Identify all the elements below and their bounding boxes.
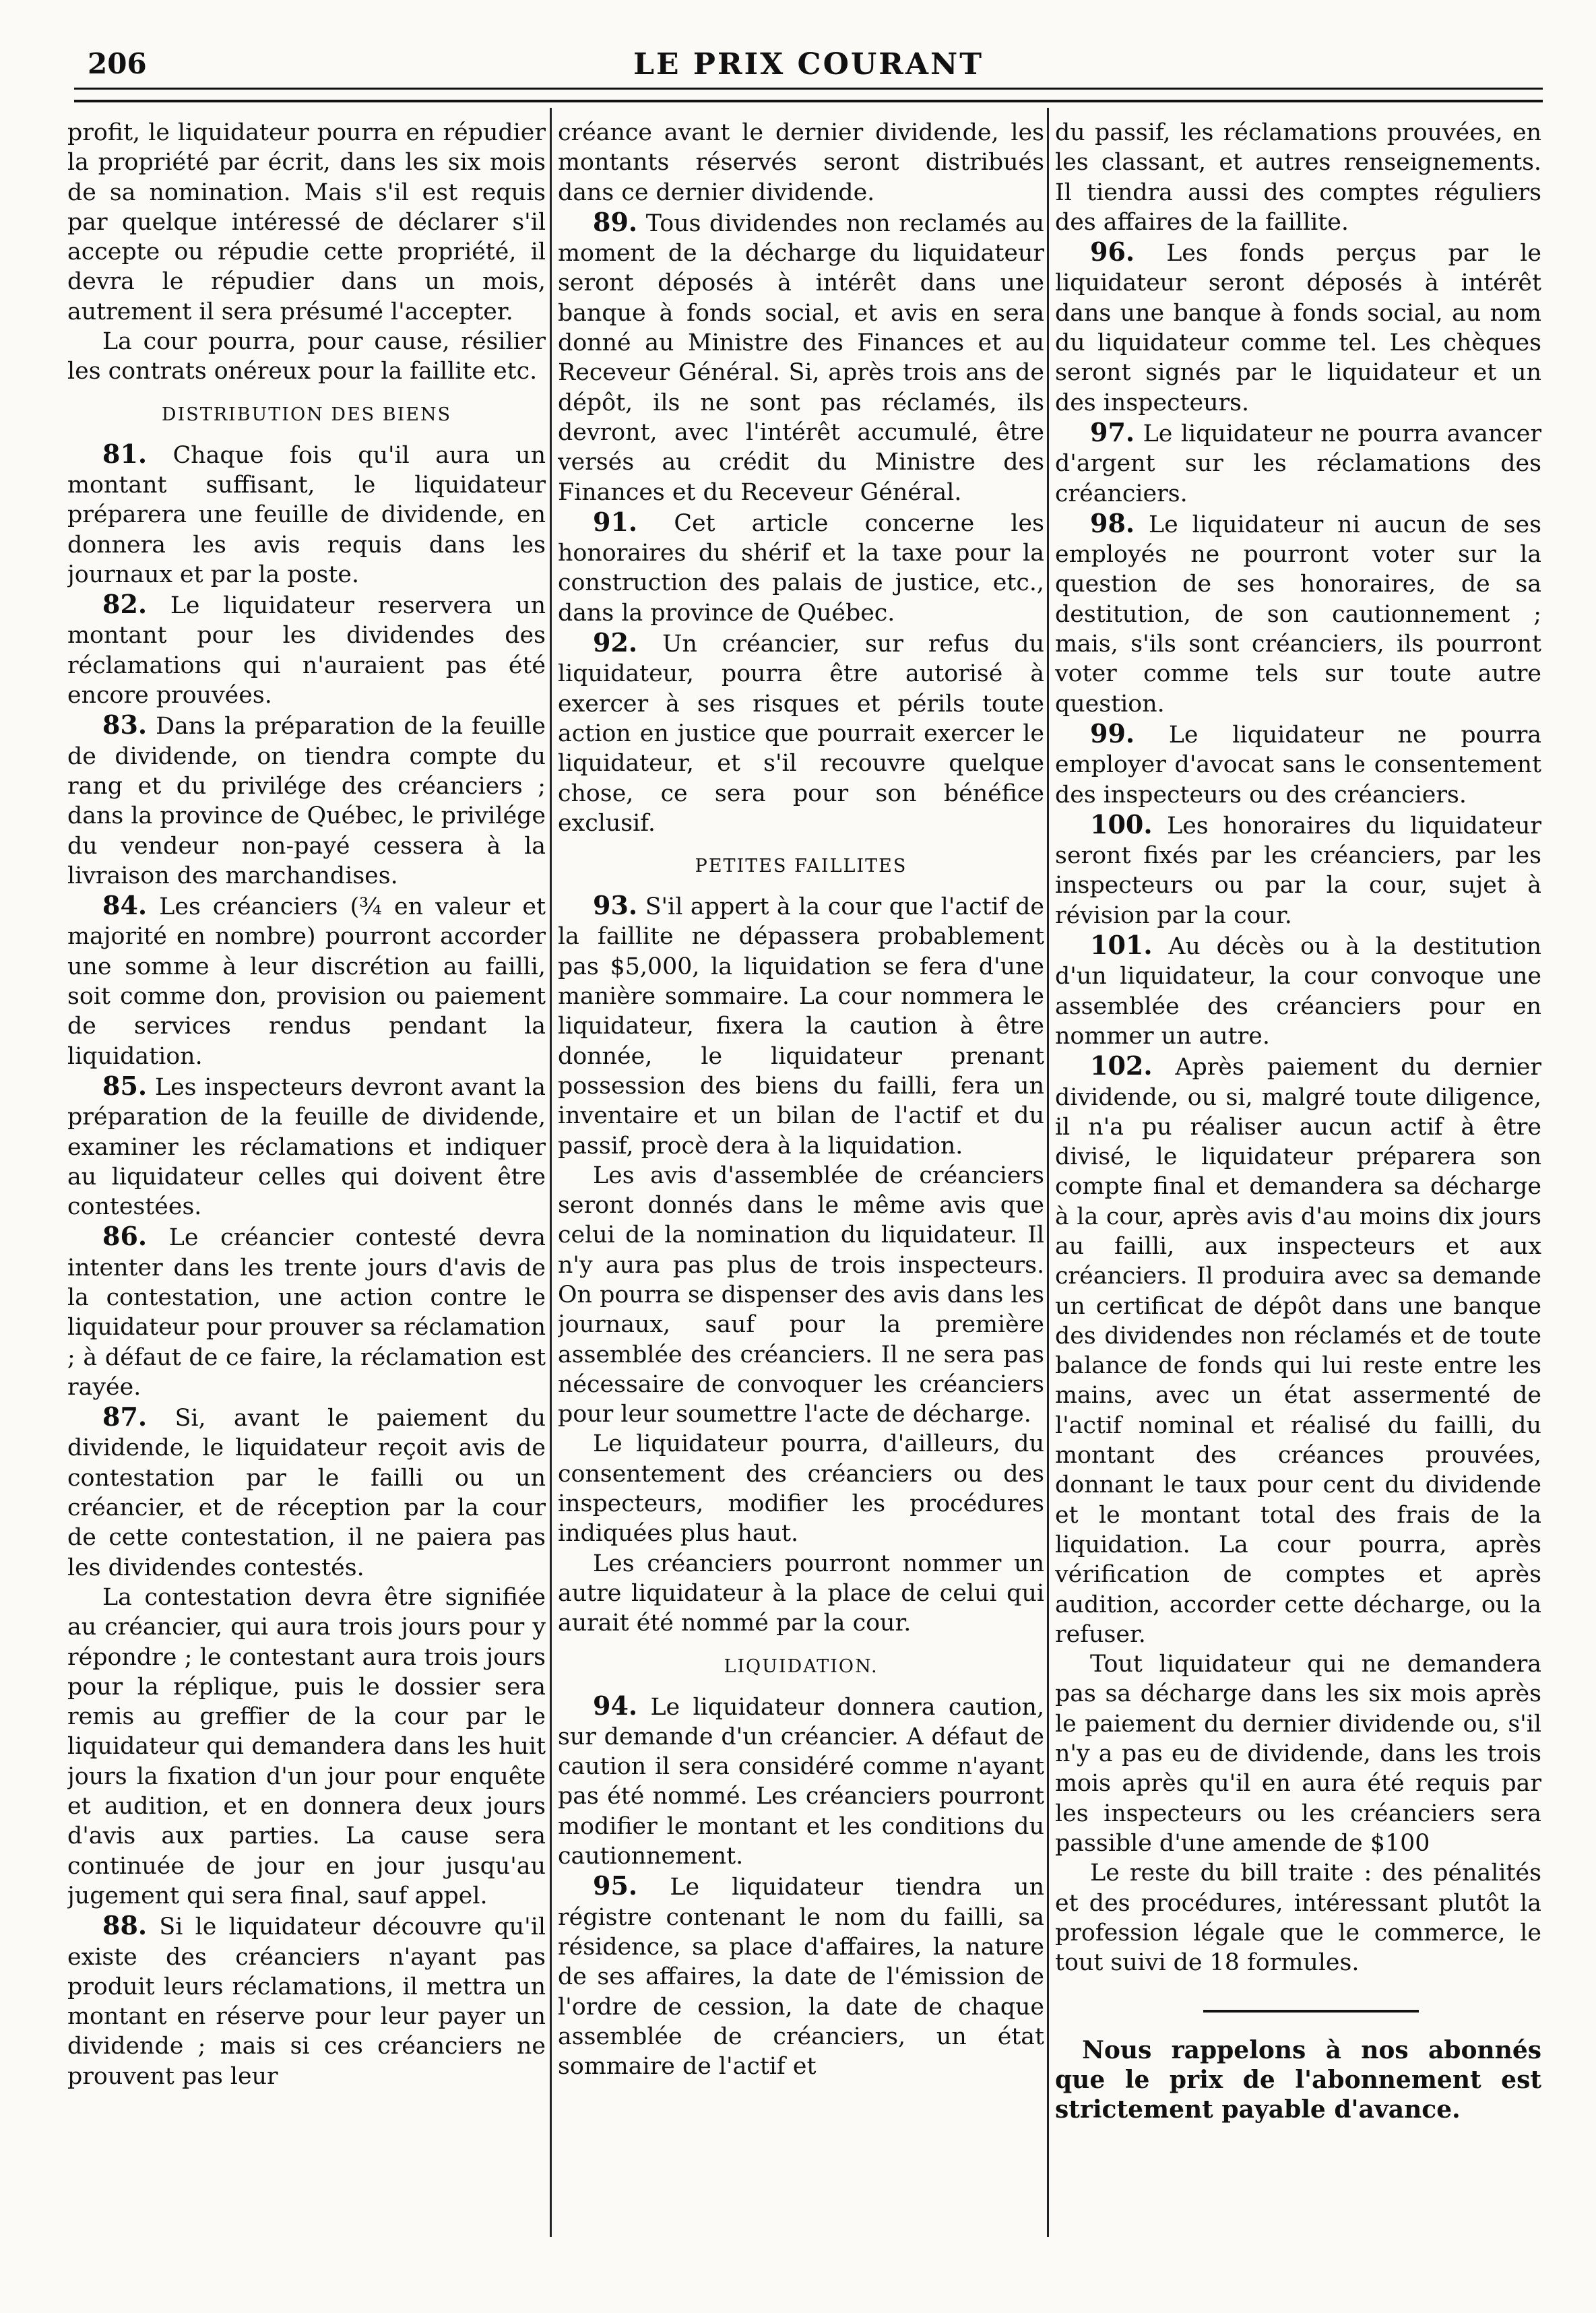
article-number: 94. bbox=[593, 1690, 638, 1721]
article-text: Au décès ou à la destitution d'un liquidateur, la cour convoque une assemblée des créanciers pour en nommer un autre. bbox=[1055, 933, 1541, 1050]
article-text: Le liquidateur ne pourra avancer d'argent sur les réclamations des créanciers. bbox=[1055, 420, 1541, 507]
article-82 bbox=[67, 590, 546, 710]
article-text: Le créancier contesté devra intenter dans les trente jours d'avis de la contestation, une action contre le liquidateur pour prouver sa réclamation ; à défaut de ce faire, la réclamation est rayée. bbox=[67, 1224, 546, 1401]
section-heading: DISTRIBUTION DES BIENS bbox=[161, 404, 452, 425]
article-98 bbox=[1055, 509, 1541, 719]
article-84 bbox=[67, 891, 546, 1071]
paragraph: La cour pourra, pour cause, résilier les contrats onéreux pour la faillite etc. bbox=[67, 328, 546, 385]
article-number: 96. bbox=[1090, 236, 1135, 267]
article-number: 82. bbox=[102, 589, 148, 620]
article-text: Les fonds perçus par le liquidateur seront déposés à intérêt dans une banque à fonds social, au nom du liquidateur comme tel. Les chèques seront signés par le liquidateur et un des inspecteurs. bbox=[1055, 240, 1541, 416]
article-number: 100. bbox=[1090, 809, 1153, 839]
paragraph: Le reste du bill traite : des pénalités et des procédures, intéressant plutôt la profession légale que le commerce, le tout suivi de 18 formules. bbox=[1055, 1860, 1541, 1977]
article-number: 91. bbox=[593, 506, 638, 537]
article-number: 102. bbox=[1090, 1050, 1153, 1081]
column-separator bbox=[1047, 108, 1049, 2237]
notice-divider bbox=[1203, 2010, 1419, 2013]
article-number: 93. bbox=[593, 890, 638, 921]
article-text: Cet article concerne les honoraires du shérif et la taxe pour la construction des palais de justice, etc., dans la province de Québec. bbox=[558, 509, 1044, 627]
article-text: Un créancier, sur refus du liquidateur, pourra être autorisé à exercer à ses risques et périls toute action en justice que pourrait exercer le liquidateur, et s'il recouvre quelque chose, ce sera pour son bénéfice exclusif. bbox=[558, 631, 1044, 837]
page-number: 206 bbox=[88, 47, 147, 80]
paragraph: La contestation devra être signifiée au créancier, qui aura trois jours pour y répondre ; le contestant aura trois jours pour la réplique, puis le dossier sera remis au greffier de la cour par le liquidateur qui demandera dans les huit jours la fixation d'un jour pour enquête et audition, et en donnera deux jours d'avis aux parties. La cause sera continuée de jour en jour jusqu'au jugement qui sera final, sauf appel. bbox=[67, 1583, 546, 1909]
article-number: 97. bbox=[1090, 416, 1135, 447]
article-92 bbox=[558, 628, 1044, 838]
column-1 bbox=[67, 118, 546, 2240]
article-number: 99. bbox=[1090, 718, 1135, 749]
article-87 bbox=[67, 1402, 546, 1583]
article-text: Les inspecteurs devront avant la préparation de la feuille de dividende, examiner les réclamations et indiquer au liquidateur celles qui doivent être contestées. bbox=[67, 1073, 546, 1221]
article-text: Après paiement du dernier dividende, ou si, malgré toute diligence, il n'a pu réaliser aucun actif à être divisé, le liquidateur préparera son compte final et demandera sa décharge à la cour, après avis d'au moins dix jours au failli, aux inspecteurs et aux créanciers. Il produira avec sa demande un certificat de dépôt dans une banque des dividendes non réclamés et de toute balance de fonds qui lui reste entre les mains, avec un état assermenté de l'actif nominal et réalisé du failli, du montant des créances prouvées, donnant le taux pour cent du dividende et le montant total des frais de la liquidation. La cour pourra, après vérification de comptes et après audition, accorder cette décharge, ou la refuser. bbox=[1055, 1054, 1541, 1648]
article-text: Le liquidateur tiendra un régistre contenant le nom du failli, sa résidence, sa place d'affaires, la nature de ses affaires, la date de l'émission de l'ordre de cession, la date de chaque assemblée de créanciers, un état sommaire de l'actif et bbox=[558, 1874, 1044, 2081]
paragraph: Les créanciers pourront nommer un autre liquidateur à la place de celui qui aurait été nommé par la cour. bbox=[558, 1550, 1044, 1637]
article-96 bbox=[1055, 237, 1541, 418]
article-88 bbox=[67, 1911, 546, 2091]
article-text: Le liquidateur donnera caution, sur demande d'un créancier. A défaut de caution il sera considéré comme n'ayant pas été nommé. Les créanciers pourront modifier le montant et les conditions du cautionnement. bbox=[558, 1693, 1044, 1870]
section-heading: PETITES FAILLITES bbox=[695, 856, 907, 877]
article-text: Le liquidateur reservera un montant pour les dividendes des réclamations qui n'auraient pas été encore prouvées. bbox=[67, 592, 546, 709]
header-rule-bottom bbox=[74, 100, 1543, 102]
article-94 bbox=[558, 1691, 1044, 1872]
page-header bbox=[67, 40, 1550, 94]
article-100 bbox=[1055, 810, 1541, 930]
article-93 bbox=[558, 891, 1044, 1161]
column-2 bbox=[558, 118, 1044, 2240]
article-number: 81. bbox=[102, 438, 148, 469]
article-86 bbox=[67, 1222, 546, 1402]
article-89 bbox=[558, 208, 1044, 507]
article-95 bbox=[558, 1871, 1044, 2081]
paragraph: profit, le liquidateur pourra en répudier la propriété par écrit, dans les six mois de sa nomination. Mais s'il est requis par quelque intéressé de déclarer s'il accepte ou répudie cette propriété, il devra le répudier dans un mois, autrement il sera présumé l'accepter. bbox=[67, 119, 546, 325]
article-text: Si le liquidateur découvre qu'il existe des créanciers n'ayant pas produit leurs réclamations, il mettra un montant en réserve pour leur payer un dividende ; mais si ces créanciers ne prouvent pas leur bbox=[67, 1913, 546, 2090]
article-text: S'il appert à la cour que l'actif de la faillite ne dépassera probablement pas $5,000, la liquidation se fera d'une manière sommaire. La cour nommera le liquidateur, fixera la caution à être donnée, le liquidateur prenant possession des biens du failli, fera un inventaire et un bilan de l'actif et du passif, procè dera à la liquidation. bbox=[558, 893, 1044, 1160]
column-separator bbox=[550, 108, 552, 2237]
article-number: 83. bbox=[102, 709, 148, 740]
article-85 bbox=[67, 1071, 546, 1222]
article-text: Les créanciers (¾ en valeur et majorité en nombre) pourront accorder une somme à leur discrétion au failli, soit comme don, provision ou paiement de services rendus pendant la liquidation. bbox=[67, 893, 546, 1070]
article-text: Chaque fois qu'il aura un montant suffisant, le liquidateur préparera une feuille de dividende, en donnera les avis requis dans les journaux et par la poste. bbox=[67, 441, 546, 588]
subscription-notice: Nous rappelons à nos abonnés que le prix de l'abonnement est strictement payable d'avance. bbox=[1055, 2036, 1541, 2124]
article-91 bbox=[558, 507, 1044, 628]
article-number: 88. bbox=[102, 1910, 148, 1941]
column-3 bbox=[1055, 118, 1541, 2240]
paragraph: créance avant le dernier dividende, les montants réservés seront distribués dans ce dernier dividende. bbox=[558, 119, 1044, 206]
paragraph: Tout liquidateur qui ne demandera pas sa décharge dans les six mois après le paiement du dernier dividende ou, s'il n'y a pas eu de dividende, dans les trois mois après qu'il en aura été requis par les inspecteurs ou les créanciers sera passible d'une amende de $100 bbox=[1055, 1651, 1541, 1857]
paragraph: du passif, les réclamations prouvées, en les classant, et autres renseignements. Il tiendra aussi des comptes réguliers des affaires de la faillite. bbox=[1055, 119, 1541, 236]
article-97 bbox=[1055, 418, 1541, 509]
paragraph: Le liquidateur pourra, d'ailleurs, du consentement des créanciers ou des inspecteurs, modifier les procédures indiquées plus haut. bbox=[558, 1430, 1044, 1548]
article-number: 86. bbox=[102, 1221, 148, 1252]
article-text: Le liquidateur ne pourra employer d'avocat sans le consentement des inspecteurs ou des créanciers. bbox=[1055, 721, 1541, 809]
article-number: 89. bbox=[593, 206, 638, 237]
article-101 bbox=[1055, 930, 1541, 1051]
article-number: 87. bbox=[102, 1401, 148, 1432]
article-number: 98. bbox=[1090, 507, 1135, 538]
article-text: Le liquidateur ni aucun de ses employés ne pourront voter sur la question de ses honoraires, de sa destitution, de son cautionnement ; mais, s'ils sont créanciers, ils pourront voter comme tels sur toute autre question. bbox=[1055, 511, 1541, 718]
article-text: Les honoraires du liquidateur seront fixés par les créanciers, par les inspecteurs ou par la cour, sujet à révision par la cour. bbox=[1055, 812, 1541, 929]
article-102 bbox=[1055, 1051, 1541, 1649]
article-99 bbox=[1055, 719, 1541, 810]
header-rule-top bbox=[74, 88, 1543, 90]
section-heading: LIQUIDATION. bbox=[724, 1655, 879, 1677]
article-number: 95. bbox=[593, 1870, 638, 1901]
article-number: 101. bbox=[1090, 930, 1153, 961]
article-83 bbox=[67, 710, 546, 891]
article-number: 85. bbox=[102, 1070, 148, 1101]
article-number: 84. bbox=[102, 890, 148, 921]
article-text: Si, avant le paiement du dividende, le liquidateur reçoit avis de contestation par le failli ou un créancier, et de réception par la cour de cette contestation, il ne paiera pas les dividendes contestés. bbox=[67, 1405, 546, 1581]
article-text: Dans la préparation de la feuille de dividende, on tiendra compte du rang et du privilége des créanciers ; dans la province de Québec, le privilége du vendeur non-payé cessera à la livraison des marchandises. bbox=[67, 713, 546, 889]
article-text: Tous dividendes non reclamés au moment de la décharge du liquidateur seront déposés à intérêt dans une banque à fonds social, et avis en sera donné au Ministre des Finances et au Receveur Général. Si, après trois ans de dépôt, ils ne sont pas réclamés, ils devront, avec l'intérêt accumulé, être versés au crédit du Ministre des Finances et du Receveur Général. bbox=[558, 210, 1044, 506]
article-number: 92. bbox=[593, 627, 638, 658]
running-title: LE PRIX COURANT bbox=[633, 47, 984, 82]
paragraph: Les avis d'assemblée de créanciers seront donnés dans le même avis que celui de la nomination du liquidateur. Il n'y aura pas plus de trois inspecteurs. On pourra se dispenser des avis dans les journaux, sauf pour la première assemblée des créanciers. Il ne sera pas nécessaire de convoquer les créanciers pour leur soumettre l'acte de décharge. bbox=[558, 1162, 1044, 1428]
article-81 bbox=[67, 439, 546, 590]
